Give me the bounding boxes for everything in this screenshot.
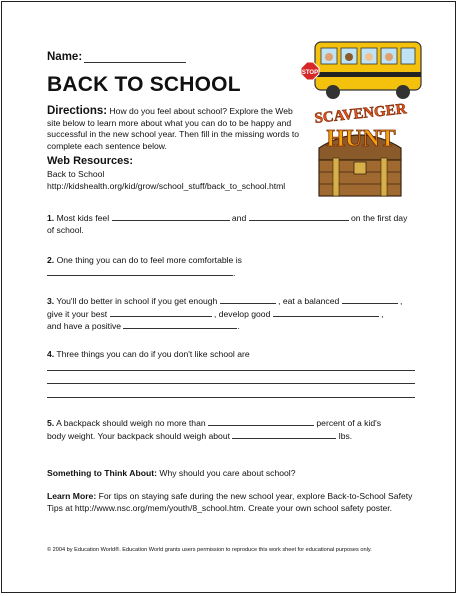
q1-text-a: Most kids feel [56, 213, 110, 223]
q4-answer-line-3[interactable] [47, 397, 415, 398]
q3-text-b: , eat a balanced [278, 296, 340, 306]
q4-number: 4. [47, 349, 55, 359]
scavenger-hunt-illustration [293, 38, 425, 200]
learn-label: Learn More: [47, 491, 97, 501]
q1-text-c: on the first day [351, 213, 408, 223]
q5-text-d: lbs. [338, 430, 353, 441]
q3-blank-1[interactable] [220, 295, 276, 304]
q5-blank-2[interactable] [232, 430, 336, 439]
directions-text: How do you feel about school? Explore the Web site below to learn more about what you can do to be happy and successful in the new school year. Then fill in the missing words to complete each sentence below. [47, 106, 300, 151]
q5-number: 5. [47, 418, 55, 428]
q2-number: 2. [47, 255, 55, 265]
scavenger-word: SCAVENGER [313, 101, 408, 127]
question-5 [47, 417, 427, 442]
q3-blank-4[interactable] [273, 308, 379, 317]
page-title: BACK TO SCHOOL [47, 73, 241, 96]
q1-number: 1. [47, 213, 55, 223]
q3-number: 3. [47, 296, 55, 306]
q3-text-g: and have a positive [47, 321, 122, 332]
web-resources-block [47, 169, 285, 192]
think-text: Why should you care about school? [159, 468, 296, 478]
q3-blank-5[interactable] [123, 320, 240, 332]
stop-sign-label: STOP [301, 70, 319, 76]
web-site-name: Back to School [47, 169, 105, 179]
q2-text-a: One thing you can do to feel more comfortable is [56, 255, 242, 265]
question-4 [47, 349, 427, 361]
q1-text-d: of school. [47, 224, 84, 235]
q1-blank-1[interactable] [112, 212, 230, 221]
q3-text-e: , develop good [213, 308, 271, 319]
name-blank[interactable] [84, 62, 186, 63]
q3-blank-2[interactable] [342, 295, 398, 304]
copyright-footer: © 2004 by Education World®. Education World grants users permission to reproduce this work sheet for educational purposes only. [47, 547, 372, 553]
q2-blank-1[interactable] [47, 267, 236, 278]
q3-text-a: You'll do better in school if you get enough [56, 296, 218, 306]
q5-text-b: percent of a kid's [316, 418, 382, 428]
q4-answer-line-1[interactable] [47, 370, 415, 371]
question-2 [47, 255, 427, 279]
learn-more [47, 491, 417, 514]
question-3 [47, 295, 427, 333]
name-label: Name: [47, 51, 83, 63]
learn-text: For tips on staying safe during the new school year, explore Back-to-School Safety Tips at http://www.nsc.org/mem/youth/8_school.htm. Create your own school safety poster. [47, 491, 413, 513]
q1-blank-2[interactable] [249, 212, 349, 221]
q5-text-a: A backpack should weigh no more than [56, 418, 206, 428]
q3-text-f: , [381, 308, 384, 319]
web-url-link[interactable]: http://kidshealth.org/kid/grow/school_stuff/back_to_school.html [47, 180, 286, 191]
q5-blank-1[interactable] [208, 417, 314, 426]
think-label: Something to Think About: [47, 468, 157, 478]
q3-text-end: . [237, 321, 240, 332]
q2-text-end: . [233, 267, 236, 278]
q3-text-c: , [400, 296, 403, 306]
question-1 [47, 212, 427, 236]
q1-text-b: and [231, 213, 247, 223]
q5-text-c: body weight. Your backpack should weigh about [47, 430, 230, 441]
web-resources-heading: Web Resources: [47, 155, 133, 167]
school-bus-icon [301, 42, 421, 99]
q3-blank-3[interactable] [110, 308, 212, 317]
something-to-think-about [47, 468, 296, 478]
q4-answer-line-2[interactable] [47, 383, 415, 384]
hunt-word: HUNT [326, 126, 396, 152]
q3-text-d: give it your best [47, 308, 108, 319]
directions-label: Directions: [47, 105, 108, 117]
directions-block [47, 106, 305, 152]
q4-text-a: Three things you can do if you don't like school are [56, 349, 250, 359]
